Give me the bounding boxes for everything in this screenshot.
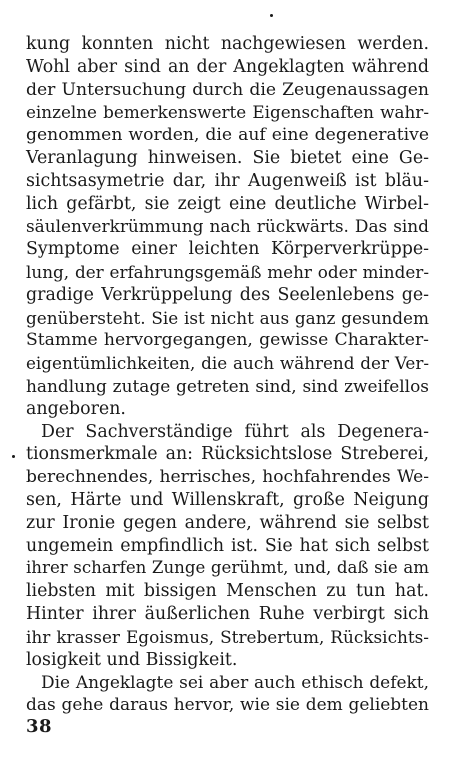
text-line: berechnendes, herrisches, hochfahrendes We-	[26, 467, 429, 488]
text-line: genübersteht. Sie ist nicht aus ganz gesundem	[26, 307, 429, 328]
text-line: der Untersuchung durch die Zeugenaussagen	[26, 79, 429, 100]
text-line: eigentümlichkeiten, die auch während der Ver-	[26, 353, 429, 374]
text-line: handlung zutage getreten sind, sind zweifellos	[26, 375, 429, 396]
ink-speck	[12, 455, 15, 458]
ink-speck	[270, 14, 273, 17]
text-line: gradige Verkrüppelung des Seelenlebens ge-	[26, 284, 429, 305]
text-line: Stamme hervorgegangen, gewisse Charakter-	[26, 330, 429, 351]
text-line: liebsten mit bissigen Menschen zu tun hat.	[26, 581, 429, 602]
text-line: angeboren.	[26, 398, 126, 419]
text-line: Wohl aber sind an der Angeklagten während	[26, 56, 429, 77]
text-line: ihrer scharfen Zunge gerühmt, und, daß sie am	[26, 558, 429, 578]
text-line: Symptome einer leichten Körperverkrüppe-	[26, 239, 429, 260]
text-line: das gehe daraus hervor, wie sie dem geliebten	[26, 695, 429, 716]
text-line: Der Sachverständige führt als Degenera-	[41, 421, 429, 442]
text-line: Hinter ihrer äußerlichen Ruhe verbirgt sich	[26, 603, 429, 624]
text-line: ungemein empfindlich ist. Sie hat sich selbst	[26, 535, 429, 556]
text-line: einzelne bemerkenswerte Eigenschaften wahr-	[26, 102, 429, 123]
page-text	[26, 33, 429, 717]
text-line: losigkeit und Bissigkeit.	[26, 649, 238, 670]
page-number: 38	[26, 716, 53, 737]
text-line: tionsmerkmale an: Rücksichtslose Streberei,	[26, 444, 429, 465]
text-line: lich gefärbt, sie zeigt eine deutliche Wirbel-	[26, 193, 429, 214]
text-line: kung konnten nicht nachgewiesen werden.	[26, 34, 429, 54]
text-line: säulenverkrümmung nach rückwärts. Das sind	[26, 216, 429, 237]
text-line: sichtsasymetrie dar, ihr Augenweiß ist bläu-	[26, 170, 429, 191]
text-line: lung, der erfahrungsgemäß mehr oder minder-	[26, 261, 429, 282]
text-line: sen, Härte und Willenskraft, große Neigung	[26, 489, 429, 510]
text-line: genommen worden, die auf eine degenerative	[26, 125, 429, 146]
text-line: Veranlagung hinweisen. Sie bietet eine Ge-	[26, 147, 429, 168]
text-line: ihr krasser Egoismus, Strebertum, Rücksichts-	[26, 626, 429, 647]
text-line: zur Ironie gegen andere, während sie selbst	[26, 512, 429, 533]
text-line: Die Angeklagte sei aber auch ethisch defekt,	[41, 672, 429, 693]
